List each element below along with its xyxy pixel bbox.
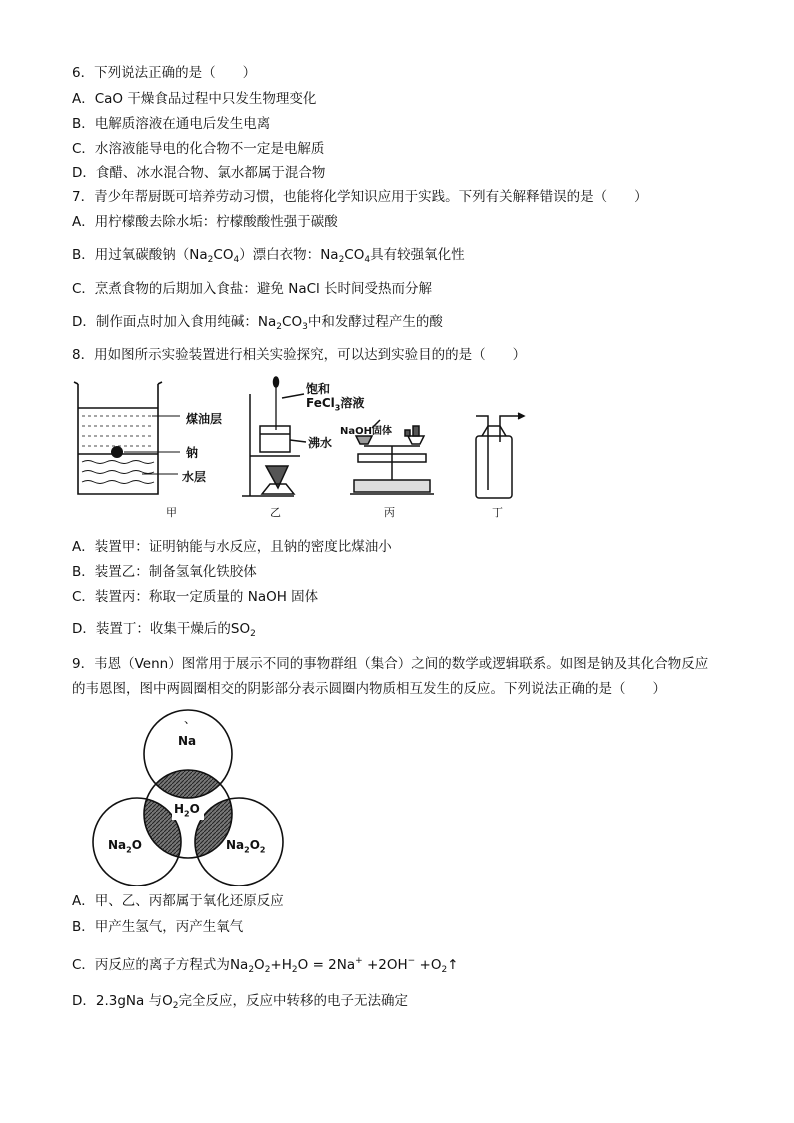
label-fecl3: FeCl$_3$溶液 <box>306 396 365 413</box>
q7-stem: 7．青少年帮厨既可培养劳动习惯，也能将化学知识应用于实践。下列有关解释错误的是（ ） <box>72 189 648 205</box>
q8-stem: 8．用如图所示实验装置进行相关实验探究，可以达到实验目的的是（ ） <box>72 347 527 363</box>
q9-stem-line1: 9．韦恩（Venn）图常用于展示不同的事物群组（集合）之间的数学或逻辑联系。如图是钠及其化合物反应 <box>72 656 709 672</box>
label-sodium: 钠 <box>186 446 199 460</box>
sodium-piece <box>111 446 123 458</box>
venn-diagram <box>88 708 288 886</box>
q9-option-b: B．甲产生氢气，丙产生氧气 <box>72 919 244 935</box>
venn-mark: 、 <box>184 712 197 726</box>
q6-option-a: A．CaO 干燥食品过程中只发生物理变化 <box>72 91 317 107</box>
q8-option-c: C．装置丙：称取一定质量的 NaOH 固体 <box>72 589 319 605</box>
apparatus-drawing <box>72 376 532 521</box>
venn-label-na2o2: $Na_2O_2$ <box>226 838 266 855</box>
beaker-jia <box>74 382 162 494</box>
q9-option-d: D．2.3gNa 与$O_2$完全反应，反应中转移的电子无法确定 <box>72 993 408 1011</box>
q6-option-c: C．水溶液能导电的化合物不一定是电解质 <box>72 141 325 157</box>
apparatus-figure <box>72 376 532 521</box>
label-saturated: 饱和 <box>306 382 331 396</box>
q8-option-d: D．装置丁：收集干燥后的$SO_2$ <box>72 621 256 639</box>
label-boiling-water: 沸水 <box>308 436 333 450</box>
q7-option-d: D．制作面点时加入食用纯碱：$Na_2CO_3$中和发酵过程产生的酸 <box>72 314 443 332</box>
caption-bing: 丙 <box>384 506 395 519</box>
q8-option-a: A．装置甲：证明钠能与水反应，且钠的密度比煤油小 <box>72 539 392 555</box>
venn-label-na: Na <box>178 734 197 748</box>
label-water-layer: 水层 <box>182 470 207 484</box>
gas-bottle-ding <box>476 413 524 498</box>
q6-option-b: B．电解质溶液在通电后发生电离 <box>72 116 271 132</box>
venn-label-h2o: $H_2O$ <box>174 802 200 819</box>
q9-option-a: A．甲、乙、丙都属于氧化还原反应 <box>72 893 284 909</box>
caption-ding: 丁 <box>492 506 503 519</box>
label-oil-layer: 煤油层 <box>186 412 223 426</box>
q7-option-b: B．用过氧碳酸钠$(Na_2CO_4)$漂白衣物：$Na_2CO_4$具有较强氧化性 <box>72 247 465 265</box>
q8-option-b: B．装置乙：制备氢氧化铁胶体 <box>72 564 257 580</box>
q6-stem: 6．下列说法正确的是（ ） <box>72 65 257 81</box>
q9-option-c: C．丙反应的离子方程式为$Na_2O_2+H_2O = 2Na^+ +2OH^-$ $+O_2↑$ <box>72 956 459 975</box>
q7-option-c: C．烹煮食物的后期加入食盐：避免 NaCl 长时间受热而分解 <box>72 281 433 297</box>
venn-label-na2o: $Na_2O$ <box>108 838 142 855</box>
caption-yi: 乙 <box>270 506 281 519</box>
q9-stem-line2: 的韦恩图，图中两圆圈相交的阴影部分表示圆圈内物质相互发生的反应。下列说法正确的是（ ） <box>72 681 666 697</box>
q7-option-a: A．用柠檬酸去除水垢：柠檬酸酸性强于碳酸 <box>72 214 338 230</box>
stand-yi <box>242 377 306 496</box>
q6-option-d: D．食醋、冰水混合物、氯水都属于混合物 <box>72 165 326 181</box>
label-naoh-solid: NaOH固体 <box>340 426 392 437</box>
caption-jia: 甲 <box>166 506 177 519</box>
